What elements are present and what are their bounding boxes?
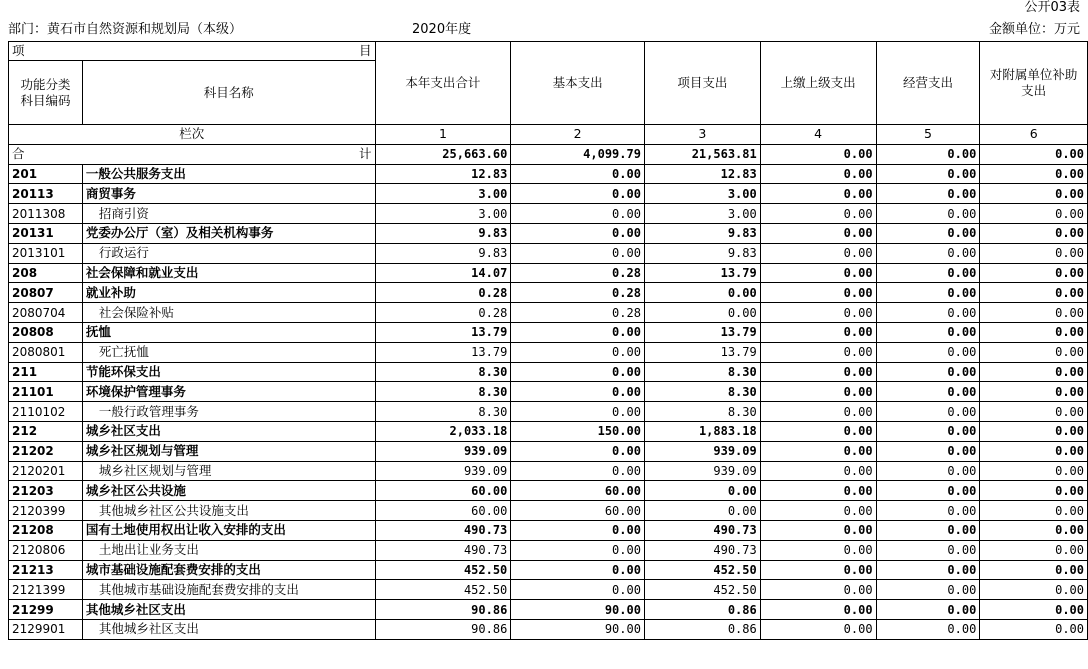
amount-cell: 0.00 xyxy=(876,283,980,303)
amount-cell: 452.50 xyxy=(644,580,760,600)
amount-cell: 452.50 xyxy=(375,580,511,600)
subject-code: 20131 xyxy=(9,223,83,243)
subject-name: 土地出让业务支出 xyxy=(82,540,375,560)
amount-cell: 452.50 xyxy=(375,560,511,580)
form-number: 公开03表 xyxy=(1024,0,1080,15)
table-row xyxy=(9,540,1088,560)
table-row xyxy=(9,441,1088,461)
amount-cell: 0.00 xyxy=(876,580,980,600)
amount-cell: 0.00 xyxy=(644,283,760,303)
amount-cell: 60.00 xyxy=(511,501,645,521)
subject-name: 环境保护管理事务 xyxy=(82,382,375,402)
amount-cell: 0.00 xyxy=(876,540,980,560)
table-row xyxy=(9,184,1088,204)
table-row xyxy=(9,263,1088,283)
table-row xyxy=(9,342,1088,362)
amount-cell: 0.00 xyxy=(760,520,876,540)
amount-cell: 0.00 xyxy=(511,560,645,580)
amount-cell: 0.00 xyxy=(980,362,1088,382)
amount-cell: 9.83 xyxy=(644,223,760,243)
subject-code: 2013101 xyxy=(9,243,83,263)
subject-code: 2110102 xyxy=(9,402,83,422)
col-number-1: 1 xyxy=(375,125,511,145)
amount-cell: 0.00 xyxy=(980,560,1088,580)
total-value: 21,563.81 xyxy=(644,144,760,164)
col6-header: 对附属单位补助 支出 xyxy=(980,42,1088,125)
subject-code: 20807 xyxy=(9,283,83,303)
amount-cell: 8.30 xyxy=(644,382,760,402)
amount-cell: 0.00 xyxy=(980,263,1088,283)
table-row xyxy=(9,501,1088,521)
subject-name: 城乡社区支出 xyxy=(82,421,375,441)
amount-cell: 8.30 xyxy=(644,362,760,382)
amount-cell: 0.00 xyxy=(876,501,980,521)
amount-cell: 0.00 xyxy=(876,342,980,362)
amount-cell: 2,033.18 xyxy=(375,421,511,441)
amount-cell: 0.00 xyxy=(760,223,876,243)
amount-cell: 0.00 xyxy=(511,204,645,224)
amount-cell: 0.00 xyxy=(511,461,645,481)
amount-cell: 12.83 xyxy=(375,164,511,184)
amount-cell: 90.00 xyxy=(511,600,645,620)
amount-cell: 0.00 xyxy=(980,580,1088,600)
subject-name: 城市基础设施配套费安排的支出 xyxy=(82,560,375,580)
subject-code: 21213 xyxy=(9,560,83,580)
amount-cell: 0.00 xyxy=(511,441,645,461)
subject-code: 208 xyxy=(9,263,83,283)
amount-cell: 0.00 xyxy=(980,322,1088,342)
subject-name: 其他城乡社区公共设施支出 xyxy=(82,501,375,521)
amount-cell: 60.00 xyxy=(375,481,511,501)
table-row xyxy=(9,283,1088,303)
amount-cell: 0.00 xyxy=(876,461,980,481)
amount-cell: 0.00 xyxy=(980,441,1088,461)
subject-name: 其他城乡社区支出 xyxy=(82,619,375,639)
subject-name: 死亡抚恤 xyxy=(82,342,375,362)
amount-cell: 0.00 xyxy=(760,619,876,639)
amount-cell: 8.30 xyxy=(375,362,511,382)
amount-cell: 13.79 xyxy=(375,342,511,362)
amount-cell: 13.79 xyxy=(644,263,760,283)
col3-header: 项目支出 xyxy=(644,42,760,125)
amount-cell: 0.00 xyxy=(876,303,980,323)
amount-cell: 0.00 xyxy=(980,421,1088,441)
amount-cell: 0.00 xyxy=(760,540,876,560)
amount-cell: 0.00 xyxy=(876,243,980,263)
amount-cell: 9.83 xyxy=(375,243,511,263)
amount-cell: 12.83 xyxy=(644,164,760,184)
table-row xyxy=(9,223,1088,243)
amount-cell: 0.00 xyxy=(980,501,1088,521)
amount-cell: 0.00 xyxy=(644,303,760,323)
amount-cell: 0.00 xyxy=(876,441,980,461)
total-value: 0.00 xyxy=(760,144,876,164)
col-number-2: 2 xyxy=(511,125,645,145)
subject-name: 就业补助 xyxy=(82,283,375,303)
amount-cell: 0.00 xyxy=(980,600,1088,620)
subject-name: 社会保障和就业支出 xyxy=(82,263,375,283)
amount-cell: 490.73 xyxy=(375,540,511,560)
subject-code: 21208 xyxy=(9,520,83,540)
amount-cell: 0.28 xyxy=(375,283,511,303)
amount-unit: 金额单位：万元 xyxy=(988,22,1080,37)
amount-cell: 14.07 xyxy=(375,263,511,283)
total-row xyxy=(9,144,1088,164)
subject-code: 2120201 xyxy=(9,461,83,481)
amount-cell: 0.00 xyxy=(644,501,760,521)
amount-cell: 0.00 xyxy=(511,580,645,600)
amount-cell: 0.00 xyxy=(876,619,980,639)
table-row xyxy=(9,322,1088,342)
amount-cell: 0.00 xyxy=(760,481,876,501)
amount-cell: 90.86 xyxy=(375,600,511,620)
subject-code: 2129901 xyxy=(9,619,83,639)
col2-header: 基本支出 xyxy=(511,42,645,125)
amount-cell: 0.00 xyxy=(511,223,645,243)
subject-code: 21299 xyxy=(9,600,83,620)
amount-cell: 0.00 xyxy=(511,184,645,204)
amount-cell: 9.83 xyxy=(375,223,511,243)
amount-cell: 9.83 xyxy=(644,243,760,263)
table-row xyxy=(9,303,1088,323)
amount-cell: 90.00 xyxy=(511,619,645,639)
subject-name: 城乡社区规划与管理 xyxy=(82,441,375,461)
amount-cell: 0.00 xyxy=(980,204,1088,224)
subject-code: 212 xyxy=(9,421,83,441)
amount-cell: 0.00 xyxy=(511,520,645,540)
amount-cell: 13.79 xyxy=(644,322,760,342)
name-header: 科目名称 xyxy=(82,61,375,125)
subject-name: 国有土地使用权出让收入安排的支出 xyxy=(82,520,375,540)
amount-cell: 0.00 xyxy=(980,540,1088,560)
table-row xyxy=(9,243,1088,263)
amount-cell: 0.00 xyxy=(980,223,1088,243)
amount-cell: 0.00 xyxy=(760,382,876,402)
subject-name: 一般行政管理事务 xyxy=(82,402,375,422)
mu-label: 目 xyxy=(359,43,372,58)
subject-name: 节能环保支出 xyxy=(82,362,375,382)
amount-cell: 0.00 xyxy=(980,184,1088,204)
total-value: 0.00 xyxy=(876,144,980,164)
amount-cell: 0.86 xyxy=(644,619,760,639)
amount-cell: 0.00 xyxy=(876,322,980,342)
amount-cell: 0.00 xyxy=(511,322,645,342)
amount-cell: 0.00 xyxy=(876,600,980,620)
amount-cell: 939.09 xyxy=(375,461,511,481)
subject-code: 201 xyxy=(9,164,83,184)
table-row xyxy=(9,580,1088,600)
amount-cell: 0.00 xyxy=(760,580,876,600)
amount-cell: 150.00 xyxy=(511,421,645,441)
amount-cell: 0.00 xyxy=(760,303,876,323)
subject-code: 21101 xyxy=(9,382,83,402)
table-row xyxy=(9,421,1088,441)
amount-cell: 0.00 xyxy=(876,402,980,422)
amount-cell: 60.00 xyxy=(375,501,511,521)
subject-code: 21202 xyxy=(9,441,83,461)
amount-cell: 3.00 xyxy=(375,204,511,224)
amount-cell: 0.00 xyxy=(511,164,645,184)
subject-code: 2080704 xyxy=(9,303,83,323)
subject-name: 城乡社区规划与管理 xyxy=(82,461,375,481)
amount-cell: 0.86 xyxy=(644,600,760,620)
amount-cell: 0.00 xyxy=(760,421,876,441)
amount-cell: 0.00 xyxy=(980,303,1088,323)
lanci-label: 栏次 xyxy=(9,125,376,145)
subject-code: 2080801 xyxy=(9,342,83,362)
amount-cell: 0.00 xyxy=(511,362,645,382)
amount-cell: 0.00 xyxy=(980,342,1088,362)
subject-code: 211 xyxy=(9,362,83,382)
amount-cell: 0.00 xyxy=(760,501,876,521)
table-row xyxy=(9,402,1088,422)
amount-cell: 0.00 xyxy=(980,619,1088,639)
table-row xyxy=(9,619,1088,639)
fiscal-year: 2020年度 xyxy=(412,22,472,37)
amount-cell: 0.00 xyxy=(760,164,876,184)
amount-cell: 13.79 xyxy=(375,322,511,342)
amount-cell: 0.00 xyxy=(876,382,980,402)
amount-cell: 0.00 xyxy=(760,283,876,303)
subject-name: 一般公共服务支出 xyxy=(82,164,375,184)
amount-cell: 0.00 xyxy=(760,243,876,263)
col5-header: 经营支出 xyxy=(876,42,980,125)
col-number-6: 6 xyxy=(980,125,1088,145)
amount-cell: 0.00 xyxy=(760,441,876,461)
total-value: 25,663.60 xyxy=(375,144,511,164)
amount-cell: 0.00 xyxy=(980,481,1088,501)
amount-cell: 0.00 xyxy=(760,461,876,481)
amount-cell: 0.00 xyxy=(511,540,645,560)
subject-name: 党委办公厅（室）及相关机构事务 xyxy=(82,223,375,243)
header-row-item xyxy=(9,42,1088,61)
amount-cell: 60.00 xyxy=(511,481,645,501)
subject-name: 社会保险补贴 xyxy=(82,303,375,323)
table-row xyxy=(9,382,1088,402)
amount-cell: 490.73 xyxy=(375,520,511,540)
table-row xyxy=(9,560,1088,580)
subject-code: 20808 xyxy=(9,322,83,342)
amount-cell: 0.00 xyxy=(760,184,876,204)
amount-cell: 939.09 xyxy=(644,441,760,461)
amount-cell: 0.00 xyxy=(511,342,645,362)
amount-cell: 0.00 xyxy=(760,402,876,422)
subject-code: 2120399 xyxy=(9,501,83,521)
table-row xyxy=(9,481,1088,501)
amount-cell: 0.00 xyxy=(760,600,876,620)
subject-name: 城乡社区公共设施 xyxy=(82,481,375,501)
amount-cell: 0.00 xyxy=(876,421,980,441)
amount-cell: 0.00 xyxy=(876,481,980,501)
amount-cell: 0.28 xyxy=(511,283,645,303)
amount-cell: 0.00 xyxy=(980,382,1088,402)
amount-cell: 8.30 xyxy=(644,402,760,422)
subject-name: 商贸事务 xyxy=(82,184,375,204)
col-number-3: 3 xyxy=(644,125,760,145)
table-row xyxy=(9,204,1088,224)
subject-name: 抚恤 xyxy=(82,322,375,342)
total-value: 0.00 xyxy=(980,144,1088,164)
amount-cell: 3.00 xyxy=(375,184,511,204)
total-value: 4,099.79 xyxy=(511,144,645,164)
amount-cell: 0.00 xyxy=(980,243,1088,263)
subject-name: 其他城乡社区支出 xyxy=(82,600,375,620)
amount-cell: 0.00 xyxy=(980,402,1088,422)
amount-cell: 0.28 xyxy=(511,263,645,283)
amount-cell: 0.28 xyxy=(375,303,511,323)
amount-cell: 8.30 xyxy=(375,382,511,402)
amount-cell: 0.00 xyxy=(876,164,980,184)
department-label: 部门：黄石市自然资源和规划局（本级） xyxy=(8,22,243,37)
amount-cell: 3.00 xyxy=(644,204,760,224)
amount-cell: 0.00 xyxy=(876,362,980,382)
col-number-5: 5 xyxy=(876,125,980,145)
amount-cell: 0.00 xyxy=(511,382,645,402)
table-row xyxy=(9,600,1088,620)
he-label: 合 xyxy=(12,146,25,162)
table-row xyxy=(9,461,1088,481)
amount-cell: 0.00 xyxy=(876,560,980,580)
amount-cell: 0.28 xyxy=(511,303,645,323)
amount-cell: 0.00 xyxy=(876,263,980,283)
ji-label: 计 xyxy=(359,146,372,162)
subject-code: 20113 xyxy=(9,184,83,204)
amount-cell: 939.09 xyxy=(375,441,511,461)
subject-code: 2120806 xyxy=(9,540,83,560)
expenditure-table xyxy=(8,41,1088,640)
amount-cell: 0.00 xyxy=(760,342,876,362)
amount-cell: 0.00 xyxy=(876,223,980,243)
col-number-4: 4 xyxy=(760,125,876,145)
amount-cell: 3.00 xyxy=(644,184,760,204)
amount-cell: 490.73 xyxy=(644,540,760,560)
amount-cell: 1,883.18 xyxy=(644,421,760,441)
subject-code: 21203 xyxy=(9,481,83,501)
col1-header: 本年支出合计 xyxy=(375,42,511,125)
amount-cell: 452.50 xyxy=(644,560,760,580)
xiang-label: 项 xyxy=(12,43,25,58)
amount-cell: 0.00 xyxy=(876,184,980,204)
amount-cell: 0.00 xyxy=(980,283,1088,303)
amount-cell: 0.00 xyxy=(644,481,760,501)
amount-cell: 0.00 xyxy=(760,204,876,224)
amount-cell: 0.00 xyxy=(980,164,1088,184)
amount-cell: 13.79 xyxy=(644,342,760,362)
amount-cell: 0.00 xyxy=(760,362,876,382)
amount-cell: 0.00 xyxy=(760,263,876,283)
amount-cell: 0.00 xyxy=(511,243,645,263)
amount-cell: 0.00 xyxy=(511,402,645,422)
amount-cell: 490.73 xyxy=(644,520,760,540)
amount-cell: 8.30 xyxy=(375,402,511,422)
amount-cell: 0.00 xyxy=(876,204,980,224)
amount-cell: 0.00 xyxy=(760,560,876,580)
subject-code: 2121399 xyxy=(9,580,83,600)
amount-cell: 0.00 xyxy=(980,461,1088,481)
subject-name: 其他城市基础设施配套费安排的支出 xyxy=(82,580,375,600)
amount-cell: 0.00 xyxy=(760,322,876,342)
code-header: 功能分类 科目编码 xyxy=(9,61,83,125)
table-row xyxy=(9,164,1088,184)
table-row xyxy=(9,362,1088,382)
item-header-cell xyxy=(9,42,376,61)
subject-code: 2011308 xyxy=(9,204,83,224)
total-label xyxy=(9,144,376,164)
amount-cell: 0.00 xyxy=(980,520,1088,540)
subject-name: 招商引资 xyxy=(82,204,375,224)
amount-cell: 0.00 xyxy=(876,520,980,540)
col4-header: 上缴上级支出 xyxy=(760,42,876,125)
subject-name: 行政运行 xyxy=(82,243,375,263)
amount-cell: 939.09 xyxy=(644,461,760,481)
amount-cell: 90.86 xyxy=(375,619,511,639)
column-number-row xyxy=(9,125,1088,145)
table-row xyxy=(9,520,1088,540)
